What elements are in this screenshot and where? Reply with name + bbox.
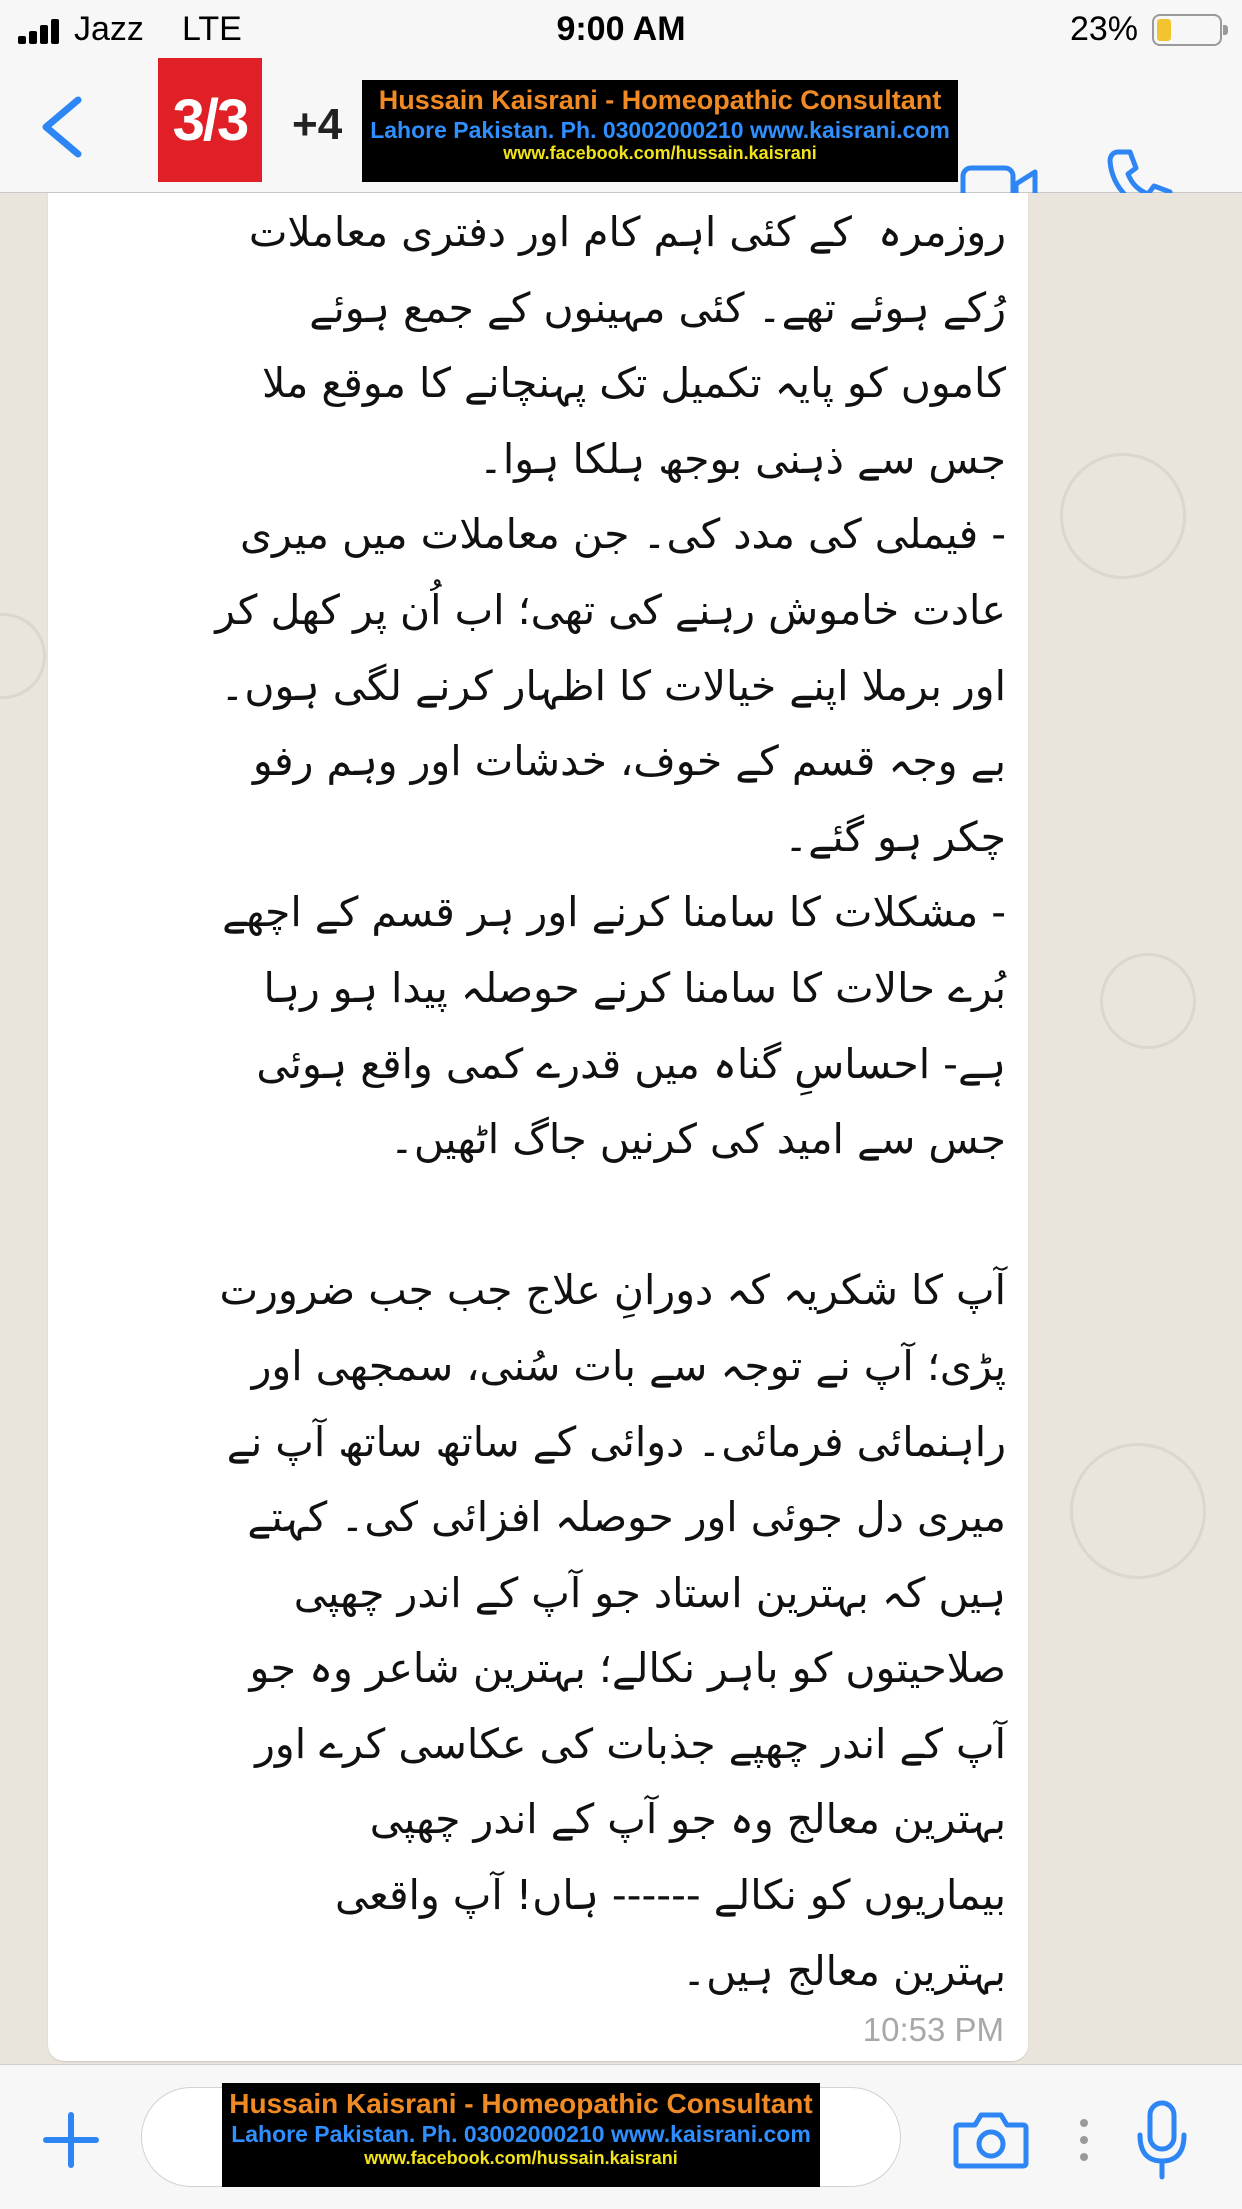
camera-icon[interactable] bbox=[953, 2109, 1029, 2171]
message-line: بہترین معالج ہیں۔ bbox=[682, 1946, 1006, 1995]
message-line: آپ کے اندر چھپے جذبات کی عکاسی کرے اور bbox=[255, 1719, 1006, 1768]
battery-icon bbox=[1152, 14, 1222, 46]
message-text bbox=[56, 195, 1006, 2009]
banner-title: Hussain Kaisrani - Homeopathic Consultant bbox=[229, 2088, 813, 2119]
message-line: ہے- احساسِ گناہ میں قدرے کمی واقع ہوئی bbox=[256, 1039, 1006, 1088]
message-line: رُکے ہوئے تھے۔ کئی مہینوں کے جمع ہوئے bbox=[309, 283, 1006, 332]
message-line: راہنمائی فرمائی۔ دوائی کے ساتھ ساتھ آپ نے bbox=[226, 1417, 1006, 1466]
message-line: بے وجہ قسم کے خوف، خدشات اور وہم رفو bbox=[252, 737, 1006, 786]
message-line: میری دل جوئی اور حوصلہ افزائی کی۔ کہتے bbox=[247, 1493, 1006, 1542]
message-line: بہترین معالج وہ جو آپ کے اندر چھپی bbox=[369, 1795, 1006, 1844]
message-line: روزمرہ کے کئی اہم کام اور دفتری معاملات bbox=[248, 208, 1006, 256]
watermark-banner-bottom bbox=[222, 2083, 820, 2187]
banner-facebook: www.facebook.com/hussain.kaisrani bbox=[503, 143, 817, 164]
input-bar bbox=[0, 2064, 1242, 2209]
message-line: پڑی؛ آپ نے توجہ سے بات سُنی، سمجھی اور bbox=[251, 1341, 1006, 1390]
message-line: جس سے امید کی کرنیں جاگ اٹھیں۔ bbox=[389, 1115, 1006, 1164]
microphone-icon[interactable] bbox=[1134, 2099, 1190, 2183]
banner-title: Hussain Kaisrani - Homeopathic Consultant bbox=[378, 85, 942, 115]
watermark-banner-top bbox=[362, 80, 958, 182]
banner-facebook: www.facebook.com/hussain.kaisrani bbox=[364, 2147, 678, 2168]
message-line: آپ کا شکریہ کہ دورانِ علاج جب جب ضرورت bbox=[219, 1266, 1006, 1315]
message-line: - فیملی کی مدد کی۔ جن معاملات میں میری bbox=[239, 510, 1006, 559]
message-line: ہیں کہ بہترین استاد جو آپ کے اندر چھپی bbox=[293, 1568, 1006, 1617]
banner-contact: Lahore Pakistan. Ph. 03002000210 www.kaisrani.com bbox=[231, 2121, 811, 2148]
battery-percent: 23% bbox=[1069, 10, 1138, 48]
participants-count: +4 bbox=[292, 100, 343, 149]
message-line: بیماریوں کو نکالے ------ ہاں! آپ واقعی bbox=[335, 1871, 1006, 1920]
image-counter-badge: 3/3 bbox=[158, 58, 262, 182]
vertical-dots-icon[interactable] bbox=[1078, 2115, 1090, 2165]
chevron-left-icon[interactable] bbox=[34, 92, 94, 162]
message-line: اور برملا اپنے خیالات کا اظہار کرنے لگی ہوں۔ bbox=[220, 661, 1006, 710]
message-line: جس سے ذہنی بوجھ ہلکا ہوا۔ bbox=[478, 434, 1006, 483]
message-line: عادت خاموش رہنے کی تھی؛ اب اُن پر کھل کر bbox=[215, 585, 1006, 634]
message-bubble[interactable] bbox=[48, 193, 1028, 2061]
status-bar bbox=[0, 0, 1242, 62]
status-time: 9:00 AM bbox=[556, 10, 686, 48]
message-timestamp: 10:53 PM bbox=[862, 2011, 1004, 2048]
message-line: صلاحیتوں کو باہر نکالے؛ بہترین شاعر وہ جو bbox=[249, 1644, 1006, 1693]
banner-contact: Lahore Pakistan. Ph. 03002000210 www.kaisrani.com bbox=[370, 117, 950, 144]
chat-area[interactable] bbox=[0, 193, 1242, 2064]
wallpaper-doodle bbox=[1070, 1443, 1206, 1579]
message-line: - مشکلات کا سامنا کرنے اور ہر قسم کے اچھے bbox=[222, 888, 1006, 937]
message-line: بُرے حالات کا سامنا کرنے حوصلہ پیدا ہو رہا bbox=[263, 963, 1006, 1012]
message-line: چکر ہو گئے۔ bbox=[784, 812, 1006, 861]
carrier-name: Jazz bbox=[74, 10, 144, 48]
wallpaper-doodle bbox=[1060, 453, 1186, 579]
plus-icon[interactable] bbox=[40, 2109, 102, 2171]
message-line bbox=[56, 1178, 1006, 1254]
wallpaper-doodle bbox=[1100, 953, 1196, 1049]
network-type: LTE bbox=[182, 10, 242, 48]
message-line: کاموں کو پایہ تکمیل تک پہنچانے کا موقع ملا bbox=[261, 359, 1006, 408]
wallpaper-doodle bbox=[0, 613, 46, 699]
